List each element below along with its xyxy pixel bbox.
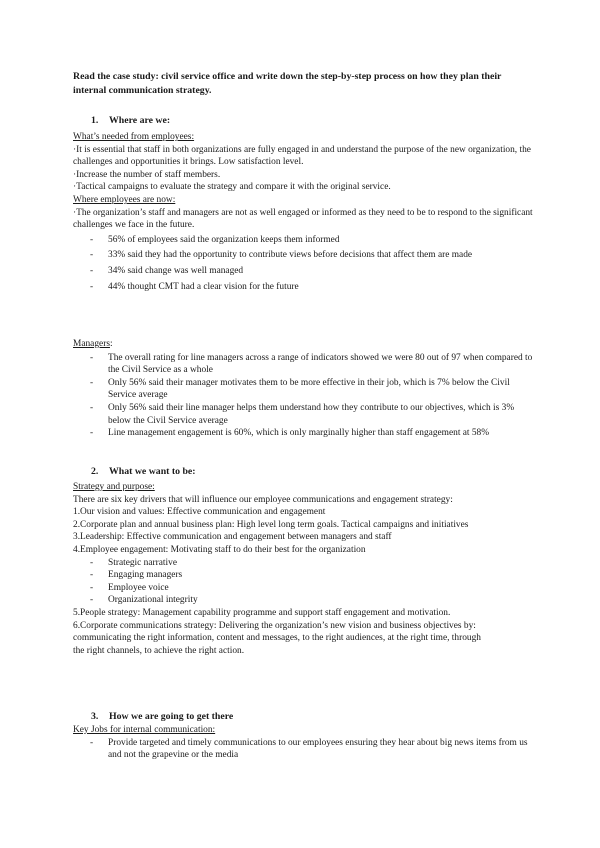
list-item: - Line management engagement is 60%, which is only marginally higher than staff engagement at 58%: [73, 427, 533, 440]
managers-label: Managers: [73, 339, 110, 349]
section-2-body: [73, 481, 538, 657]
managers-block: [73, 338, 533, 440]
list-item: - 33% said they had the opportunity to contribute views before decisions that affect them are made: [73, 249, 533, 262]
drivers-intro: There are six key drivers that will influence our employee communications and engagement strategy:: [73, 494, 453, 505]
needed-item-3: ·Tactical campaigns to evaluate the strategy and compare it with the original service.: [73, 182, 391, 193]
list-item: - Only 56% said their line manager helps them understand how they contribute to our objectives, which is 3% below the Civil Service average: [73, 402, 533, 427]
list-item: - Employee voice: [73, 582, 538, 595]
list-item: - 34% said change was well managed: [73, 265, 533, 278]
list-item: - Provide targeted and timely communications to our employees ensuring they hear about big news items from us and not the grapevine or the media: [73, 737, 533, 762]
needed-label: What’s needed from employees:: [73, 132, 195, 142]
driver-6: 6.Corporate communications strategy: Delivering the organization’s new vision and business objectives by:: [73, 620, 476, 631]
driver-4: 4.Employee engagement: Motivating staff to do their best for the organization: [73, 544, 366, 555]
strategy-label: Strategy and purpose:: [73, 482, 155, 492]
managers-heading: [73, 338, 533, 351]
section-3-body: [73, 724, 533, 762]
document-title: Read the case study: civil service office and write down the step-by-step process on how they plan their internal communication strategy.: [73, 71, 502, 96]
driver-5: 5.People strategy: Management capability programme and support staff engagement and motivation.: [73, 607, 451, 618]
needed-item-1: ·It is essential that staff in both organizations are fully engaged in and understand the purpose of the new organization, the challenges and opportunities it brings. Low satisfaction level.: [73, 144, 531, 168]
section-3-title: How we are going to get there: [109, 711, 234, 722]
now-label: Where employees are now:: [73, 194, 176, 205]
driver-3: 3.Leadership: Effective communication and engagement between managers and staff: [73, 532, 392, 543]
section-1-number: 1.: [91, 115, 99, 126]
list-item: - Organizational integrity: [73, 594, 538, 607]
needed-item-2: ·Increase the number of staff members.: [73, 169, 221, 180]
list-item: - The overall rating for line managers across a range of indicators showed we were 80 out of 97 when compared to the Civil Service as a whole: [73, 352, 533, 377]
section-2-title: What we want to be:: [109, 466, 196, 477]
driver-6-continued: communicating the right information, content and messages, to the right audiences, at the right time, through: [73, 633, 481, 644]
driver-2: 2.Corporate plan and annual business plan: High level long term goals. Tactical campaigns and initiatives: [73, 519, 469, 530]
managers-colon: :: [109, 339, 113, 349]
jobs-label: Key Jobs for internal communication:: [73, 725, 216, 735]
section-1-heading: [91, 115, 170, 128]
section-3-number: 3.: [91, 711, 99, 722]
driver-1: 1.Our vision and values: Effective communication and engagement: [73, 507, 326, 518]
list-item: - Engaging managers: [73, 569, 538, 582]
now-list: [73, 234, 533, 293]
now-text: ·The organization’s staff and managers are not as well engaged or informed as they need to be to respond to the significant challenges we face in the future.: [73, 207, 533, 231]
section-2-number: 2.: [91, 466, 99, 477]
section-1-title: Where are we:: [109, 115, 171, 126]
list-item: - 44% thought CMT had a clear vision for the future: [73, 281, 533, 294]
list-item: - 56% of employees said the organization keeps them informed: [73, 234, 533, 247]
managers-list: [73, 352, 533, 440]
section-1-body: [73, 131, 533, 293]
section-3-heading: [91, 711, 233, 724]
jobs-list: [73, 737, 533, 762]
section-2-heading: [91, 466, 196, 479]
engagement-sub-list: [73, 557, 538, 607]
list-item: - Only 56% said their manager motivates them to be more effective in their job, which is 7% below the Civil Service average: [73, 377, 533, 402]
driver-6-end: the right channels, to achieve the right action.: [73, 645, 245, 656]
list-item: - Strategic narrative: [73, 557, 538, 570]
